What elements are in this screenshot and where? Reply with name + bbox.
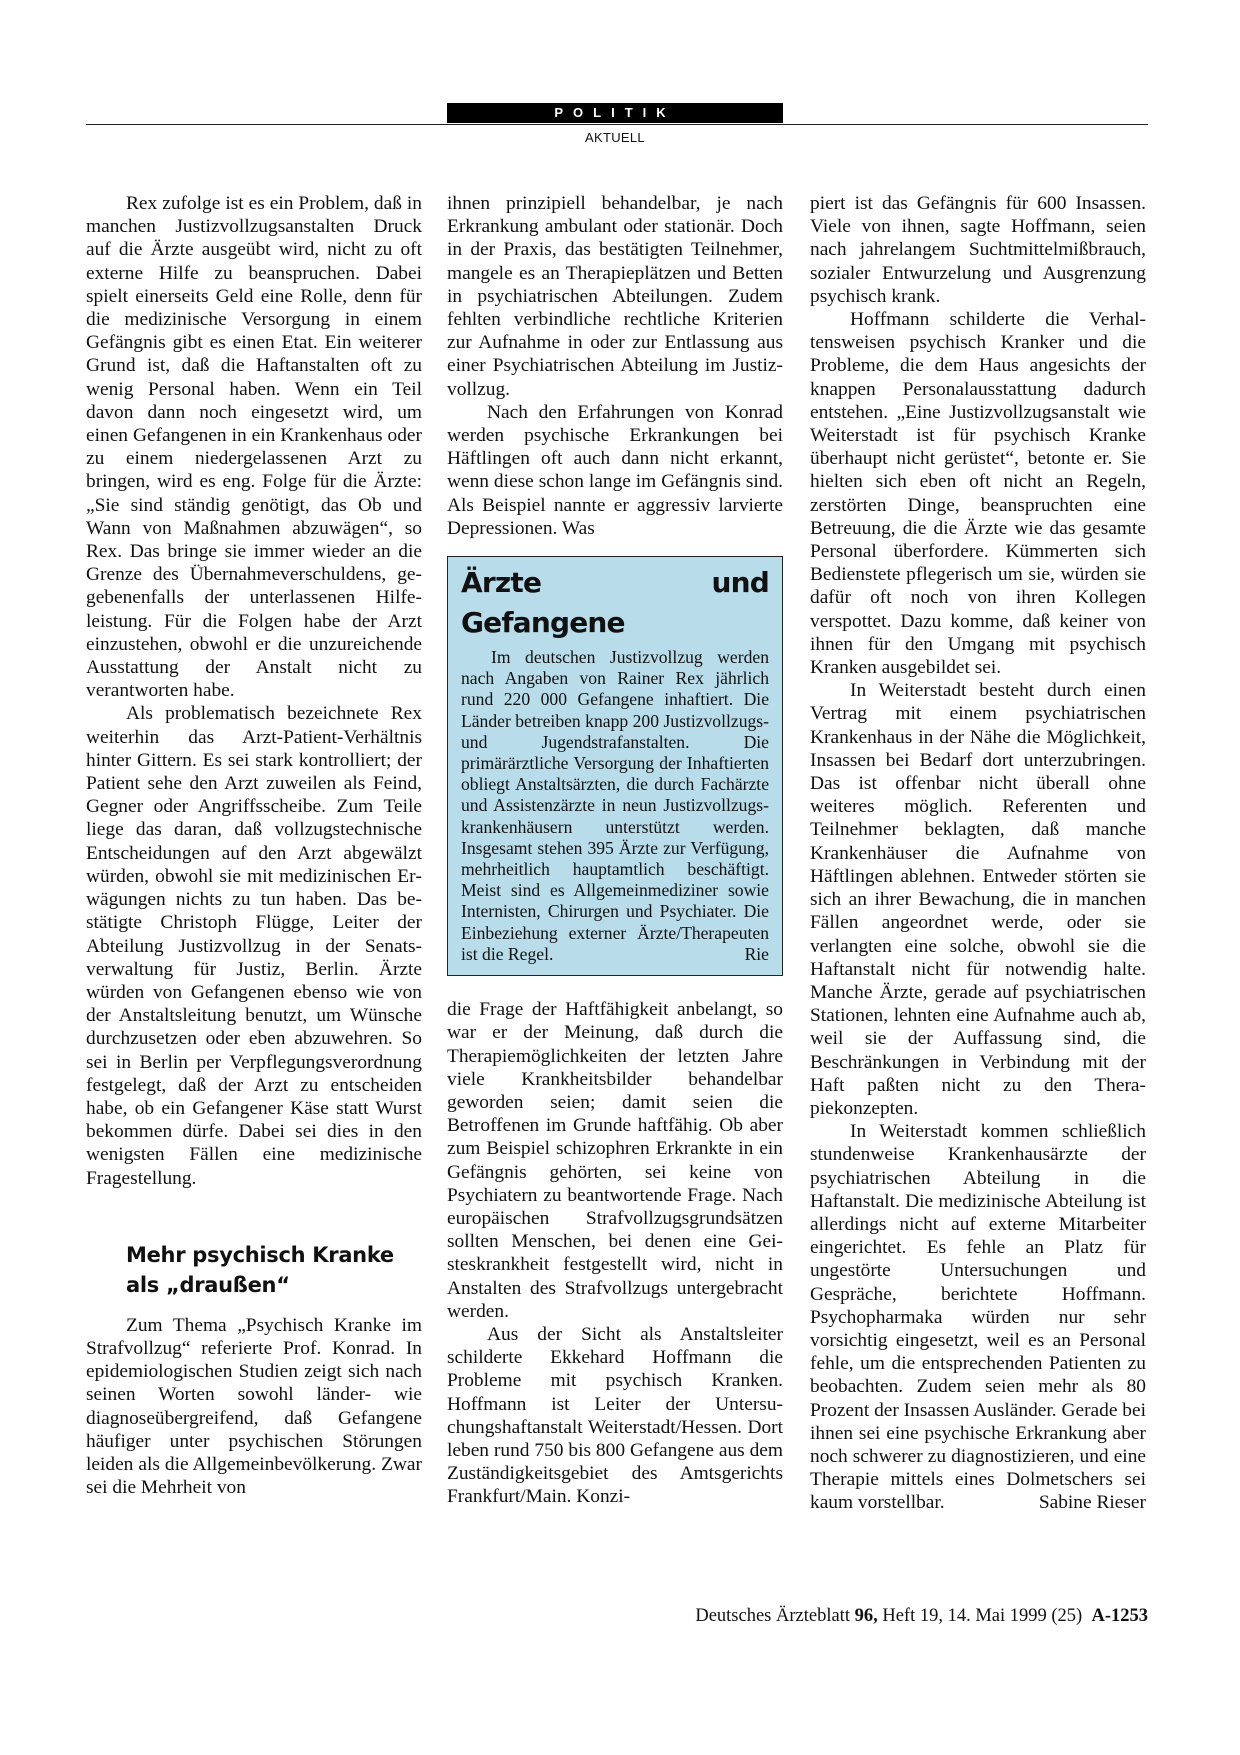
column-2 (447, 192, 783, 1509)
column-1 (86, 192, 422, 1499)
info-box-author: Rie (744, 943, 769, 964)
paragraph: In Weiterstadt besteht durch einen Vertrag mit einem psychiatrischen Krankenhaus in der Nähe die Möglichkeit, Insassen bei Bedarf dort unterzubringen. Das ist offenbar nicht überall ohne weiteres möglich. Referenten und Teilnehmer beklagten, daß manche Krankenhäuser die Aufnahme von Häftlingen ablehnen. Entweder störten sie sich an ihrer Bewachung, die in manchen Fällen angeordnet werde, oder sie verlangten eine solche, obwohl sie die Haftanstalt nicht für notwendig halte. Manche Ärzte, gerade auf psychiatrischen Stationen, lehnten eine Aufnahme auch ab, weil sie der Auffassung sind, die Beschränkungen in Verbindung mit der Haft paßten nicht zu den Therapiekonzepten. (810, 680, 1146, 1119)
subheading-line-1: Mehr psychisch Kranke (126, 1242, 394, 1267)
paragraph: Rex zufolge ist es ein Problem, daß in manchen Justizvollzugsanstalten Druck auf die Ärzte ausgeübt wird, nicht zu oft externe Hilfe zu beanspruchen. Dabei spielt einerseits Geld eine Rolle, denn für die medizinische Versorgung in einem Gefängnis gibt es einen Etat. Ein weiterer Grund ist, daß die Haftanstalten oft zu wenig Personal haben. Wenn ein Teil davon dann noch eingesetzt wird, um einen Gefangenen in ein Krankenhaus oder zu einem niedergelassenen Arzt zu bringen, wird es eng. Folge für die Ärzte: „Sie sind ständig genötigt, das Ob und Wann von Maßnahmen abzuwägen“, so Rex. Das bringe sie immer wieder an die Grenze des Übernahmeverschuldens, gegebenenfalls der unterlassenen Hilfeleistung. Für die Folgen habe der Arzt einzustehen, obwohl er die unzureichende Ausstattung der Anstalt nicht zu verantworten habe. (86, 193, 422, 702)
subheading (126, 1240, 422, 1300)
paragraph: Aus der Sicht als Anstaltsleiter schilderte Ekkehard Hoffmann die Probleme mit psychisch Kranken. Hoffmann ist Leiter der Untersuchungshaftanstalt Weiterstadt/Hessen. Dort leben rund 750 bis 800 Gefangene aus dem Zuständigkeitsgebiet des Amtsgerichts Frankfurt/Main. Konzi- (447, 1323, 783, 1508)
issue-info: Heft 19, 14. Mai 1999 (25) (882, 1606, 1083, 1626)
page-number: A-1253 (1091, 1606, 1148, 1626)
subsection-label: AKTUELL (585, 130, 645, 145)
info-box-title: Ärzte und Gefangene (461, 566, 769, 640)
paragraph-text: In Weiterstadt kommen schließlich stundenweise Krankenhausärzte der psychiatrischen Abteilung in die Haftanstalt. Die medizinische Abteilung ist allerdings nicht auf externe Mitarbeiter eingerichtet. Es fehle an Platz für ungestörte Untersuchungen und Gespräche, berichtete Hoffmann. Psychopharmaka würden nur sehr vorsichtig eingesetzt, weil es an Personal fehle, um die entsprechenden Patienten zu beobachten. Zudem seien mehr als 80 Prozent der Insassen Ausländer. Gerade bei ihnen sei eine psychische Erkrankung aber noch schwerer zu diagnostizieren, und eine Therapie mittels eines Dolmetschers sei kaum vorstellbar. (810, 1121, 1146, 1514)
info-box-body (461, 647, 769, 965)
author-name: Sabine Rieser (1038, 1492, 1146, 1514)
paragraph: Hoffmann schilderte die Verhaltensweisen psychisch Kranker und die Probleme, die dem Haus angesichts der knappen Personalausstattung dadurch entstehen. „Eine Justizvollzugsanstalt wie Weiterstadt ist für psychisch Kranke überhaupt nicht gerüstet“, betonte er. Sie hielten sich eben oft nicht an Regeln, zerstörten Dinge, beanspruchten eine Betreuung, die die Ärzte wie das gesamte Personal überfordere. Kümmerten sich Bedienstete pflegerisch um sie, würden sie dafür oft noch von ihren Kollegen verspottet. Dazu komme, daß keiner von ihnen für den Umgang mit psychisch Kranken ausgebildet sei. (810, 309, 1146, 679)
paragraph: ihnen prinzipiell behandelbar, je nach Erkrankung ambulant oder stationär. Doch in der Praxis, das bestätigten Teilnehmer, mangele es an Therapieplätzen und Betten in psychiatrischen Abteilungen. Zudem fehlten verbindliche rechtliche Kriterien zur Aufnahme in oder zur Entlassung aus einer Psychiatrischen Abteilung im Justizvollzug. (447, 193, 783, 400)
info-box (447, 556, 783, 976)
column-3 (810, 192, 1146, 1515)
paragraph: die Frage der Haftfähigkeit anbelangt, so war er der Meinung, daß durch die Therapiemöglichkeiten der letzten Jahre viele Krankheitsbilder behandelbar geworden seien; damit seien die Betroffenen im Grunde haftfähig. Ob aber zum Beispiel schizophren Erkrankte in ein Gefängnis gehörten, sei keine von Psychiatern zu beantwortende Frage. Nach europäischen Strafvollzugsgrundsätzen sollten Menschen, bei denen eine Geisteskrankheit festgestellt wird, nicht in Anstalten des Strafvollzugs untergebracht werden. (447, 999, 783, 1322)
subheading-line-2: als „draußen“ (126, 1272, 290, 1297)
volume-number: 96, (854, 1606, 878, 1626)
info-box-text: Im deutschen Justizvollzug werden nach Angaben von Rainer Rex jährlich rund 220 000 Gefangene inhaftiert. Die Länder betreiben knapp 200 Justizvollzugs- und Jugendstrafanstalten. Die primärärztliche Versorgung der Inhaftierten obliegt Anstaltsärzten, die durch Fachärzte und Assistenzärzte in neun Justizvollzugskrankenhäusern unterstützt werden. Insgesamt stehen 395 Ärzte zur Verfügung, mehrheitlich hauptamtlich beschäftigt. Meist sind es Allgemeinmediziner sowie Internisten, Chirurgen und Psychiater. Die Einbeziehung externer Ärzte/Therapeuten ist die Regel. (461, 647, 769, 964)
section-label: POLITIK (447, 103, 783, 123)
journal-name: Deutsches Ärzteblatt (695, 1606, 850, 1626)
paragraph: Nach den Erfahrungen von Konrad werden psychische Erkrankungen bei Häftlingen oft auch dann nicht erkannt, wenn diese schon lange im Gefängnis sind. Als Beispiel nannte er aggressiv larvierte Depressionen. Was (447, 401, 783, 539)
header-rule (86, 124, 1148, 125)
paragraph (810, 1120, 1146, 1514)
paragraph: Zum Thema „Psychisch Kranke im Strafvollzug“ referierte Prof. Konrad. In epidemiologischen Studien zeigt sich nach seinen Worten sowohl länder- wie diagnoseübergreifend, daß Gefangene häufiger unter psychischen Störungen leiden als die Allgemeinbevölkerung. Zwar sei die Mehrheit von (86, 1314, 422, 1499)
page-footer (695, 1606, 1148, 1627)
paragraph: piert ist das Gefängnis für 600 Insassen. Viele von ihnen, sagte Hoffmann, seien nach jahrelangem Suchtmittelmißbrauch, sozialer Entwurzelung und Ausgrenzung psychisch krank. (810, 193, 1146, 307)
paragraph: Als problematisch bezeichnete Rex weiterhin das Arzt-Patient-Verhältnis hinter Gittern. Es sei stark kontrolliert; der Patient sehe den Arzt zuweilen als Feind, Gegner oder Angriffsscheibe. Zum Teile liege das daran, daß vollzugstechnische Entscheidungen auf den Arzt abgewälzt würden, obwohl sie mit medizinischen Erwägungen nichts zu tun haben. Das bestätigte Christoph Flügge, Leiter der Abteilung Justizvollzug in der Senatsverwaltung für Justiz, Berlin. Ärzte würden von Gefangenen ebenso wie von der Anstaltsleitung benutzt, um Wünsche durchzusetzen oder eben abzuwehren. So sei in Berlin per Verpflegungsverordnung festgelegt, daß der Arzt zu entscheiden habe, ob ein Gefangener Käse statt Wurst bekommen dürfe. Dabei sei dies in den wenigsten Fällen eine medizinische Fragestellung. (86, 703, 422, 1189)
